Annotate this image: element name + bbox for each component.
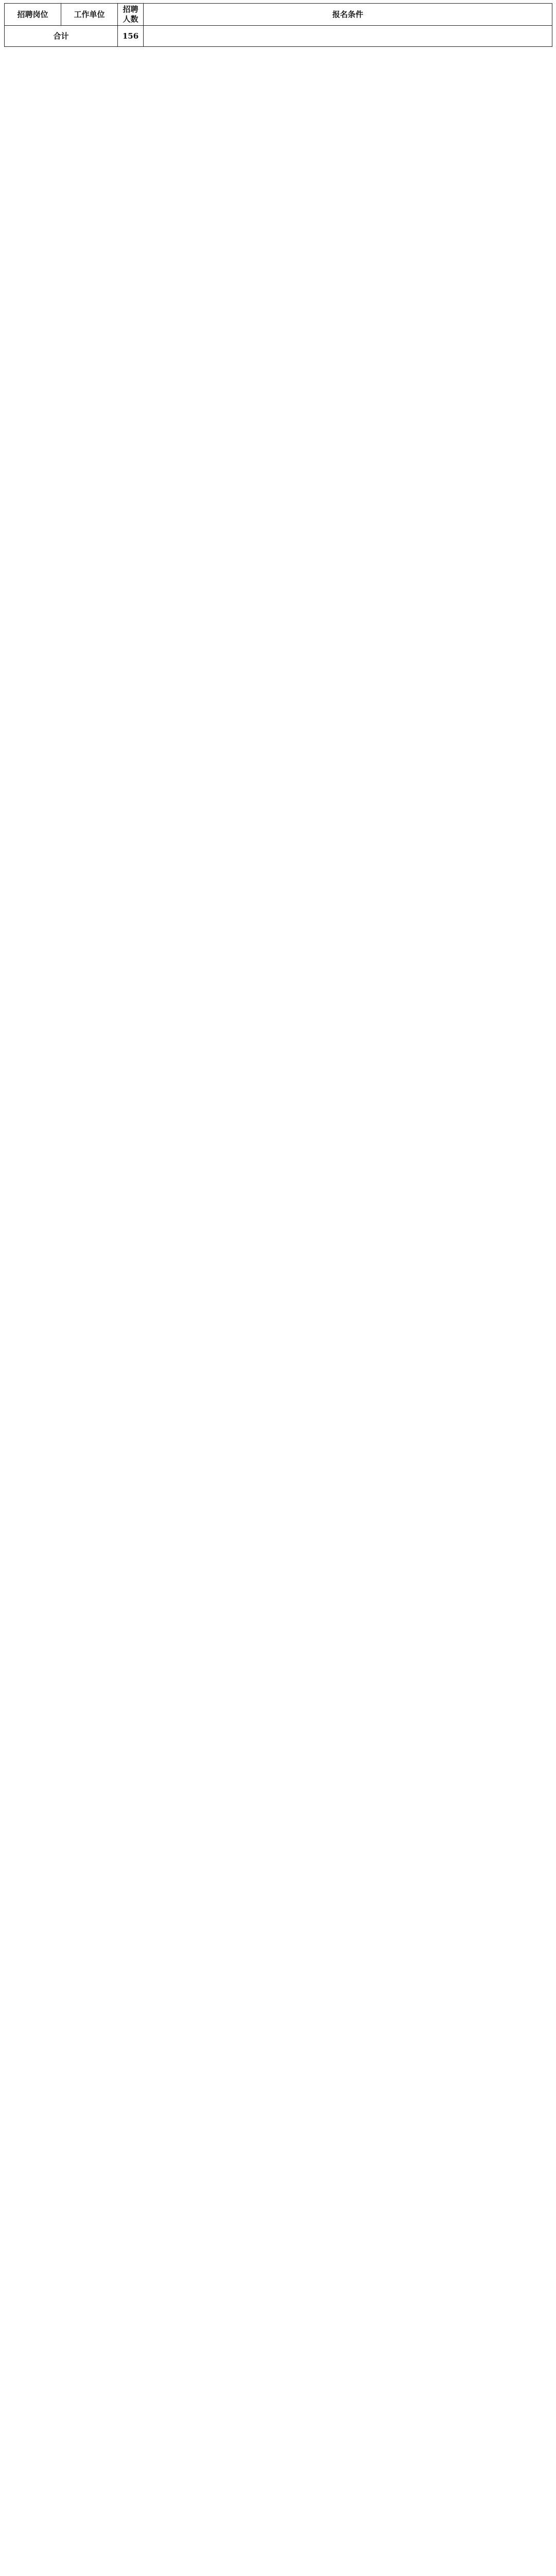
header-unit: 工作单位 <box>61 4 118 26</box>
total-blank <box>144 26 552 47</box>
table-header-row <box>5 4 552 26</box>
header-requirements: 报名条件 <box>144 4 552 26</box>
total-count: 156 <box>118 26 144 47</box>
header-count: 招聘人数 <box>118 4 144 26</box>
table-total-row <box>5 26 552 47</box>
total-label: 合计 <box>5 26 118 47</box>
recruitment-table <box>4 3 552 47</box>
header-position: 招聘岗位 <box>5 4 61 26</box>
